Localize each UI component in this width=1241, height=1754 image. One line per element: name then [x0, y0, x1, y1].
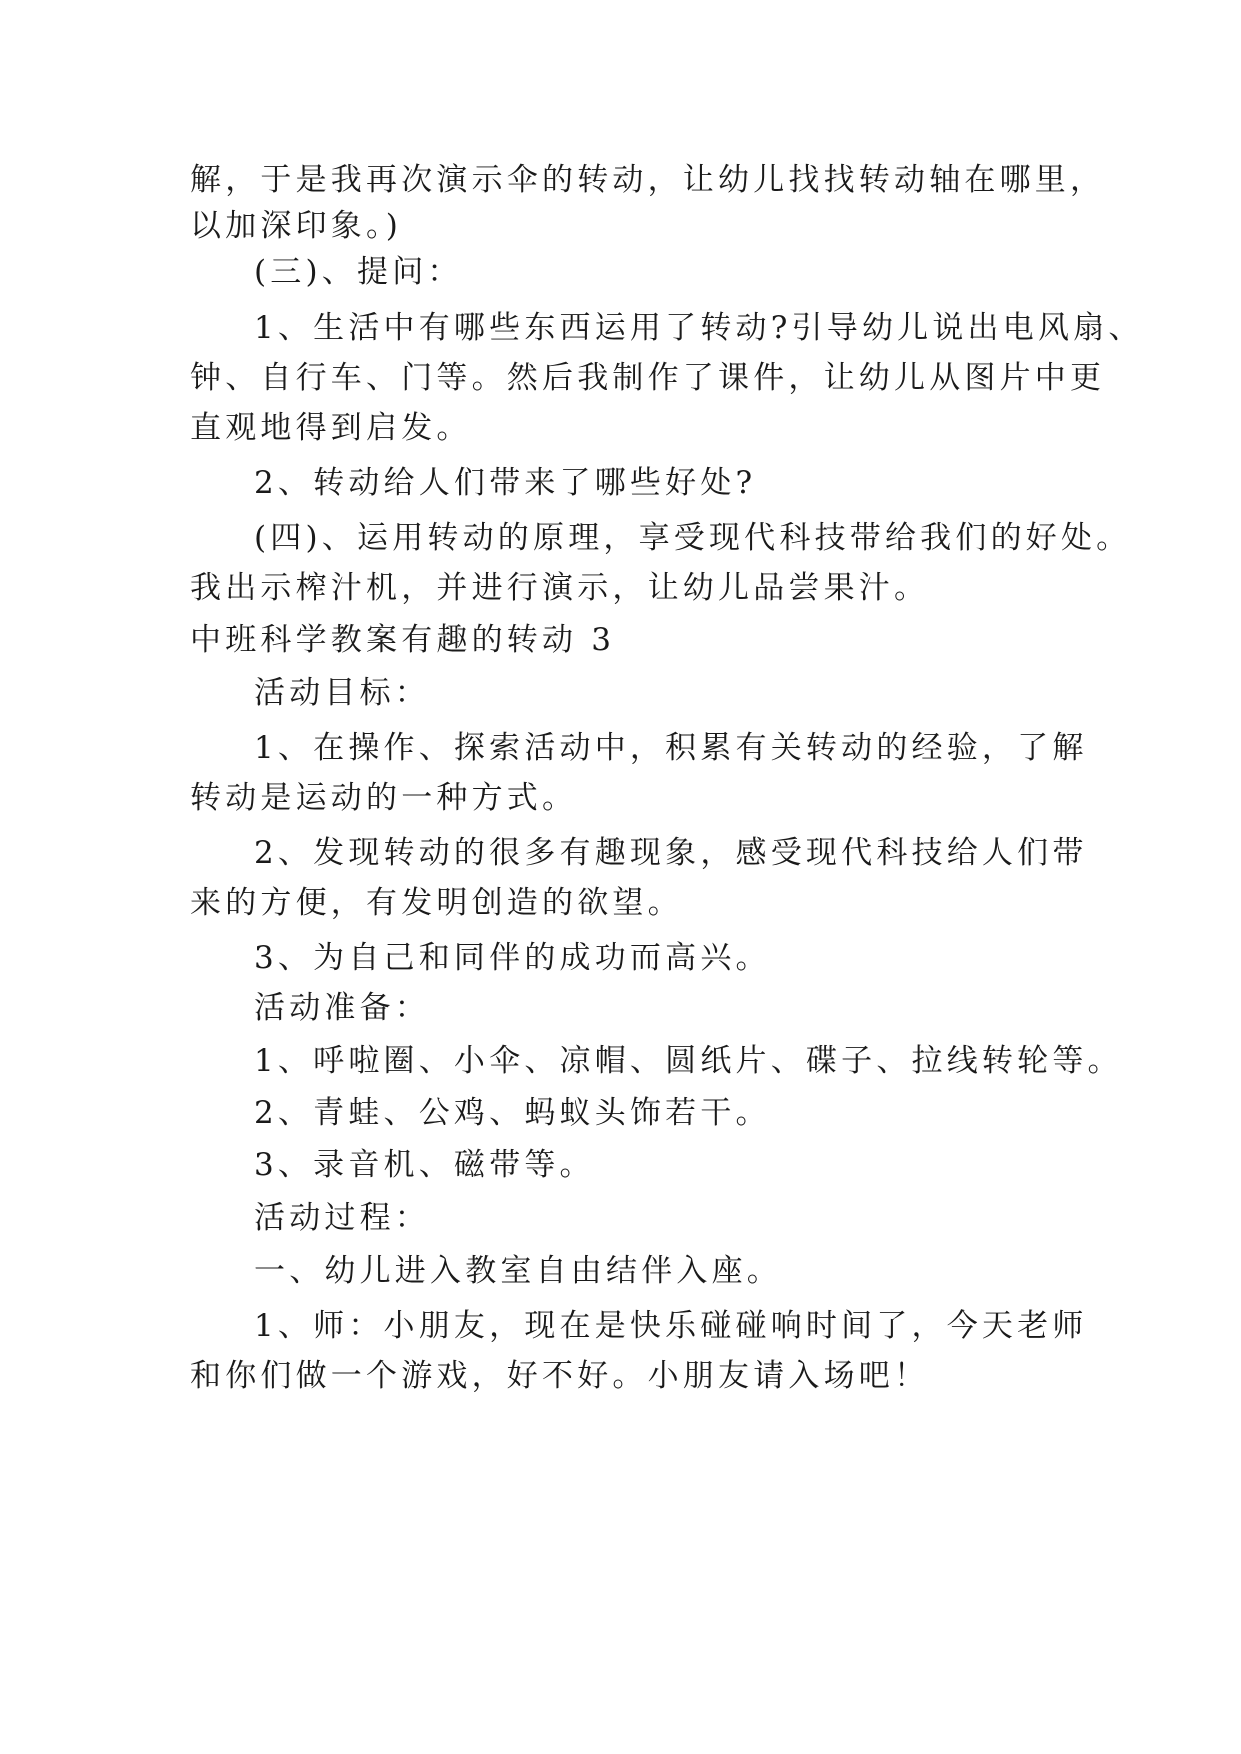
text-line: 3、录音机、磁带等。	[254, 1147, 595, 1183]
text-line: 1、在操作、探索活动中，积累有关转动的经验，了解	[254, 730, 1088, 766]
text-line: 一、幼儿进入教室自由结伴入座。	[254, 1253, 782, 1289]
text-line: 2、发现转动的很多有趣现象，感受现代科技给人们带	[254, 835, 1088, 871]
text-line: 和你们做一个游戏，好不好。小朋友请入场吧！	[190, 1358, 930, 1394]
text-line: 1、师：小朋友，现在是快乐碰碰响时间了，今天老师	[254, 1308, 1088, 1344]
text-line: 我出示榨汁机，并进行演示，让幼儿品尝果汁。	[190, 570, 930, 606]
section-heading: (三)、提问：	[254, 254, 463, 290]
text-line: 直观地得到启发。	[190, 410, 472, 446]
text-line: 钟、自行车、门等。然后我制作了课件，让幼儿从图片中更	[190, 360, 1106, 396]
text-line: 解，于是我再次演示伞的转动，让幼儿找找转动轴在哪里，	[190, 162, 1106, 198]
text-line: (四)、运用转动的原理，享受现代科技带给我们的好处。	[254, 520, 1132, 556]
section-heading: 活动过程：	[254, 1200, 430, 1236]
text-line: 3、为自己和同伴的成功而高兴。	[254, 940, 771, 976]
text-line: 2、转动给人们带来了哪些好处?	[254, 465, 757, 501]
text-line: 转动是运动的一种方式。	[190, 780, 578, 816]
text-line: 1、生活中有哪些东西运用了转动?引导幼儿说出电风扇、	[254, 310, 1144, 346]
document-title: 中班科学教案有趣的转动 3	[190, 622, 616, 658]
text-line: 来的方便，有发明创造的欲望。	[190, 885, 683, 921]
text-line: 2、青蛙、公鸡、蚂蚁头饰若干。	[254, 1095, 771, 1131]
text-line: 1、呼啦圈、小伞、凉帽、圆纸片、碟子、拉线转轮等。	[254, 1043, 1123, 1079]
section-heading: 活动目标：	[254, 675, 430, 711]
text-line: 以加深印象。)	[190, 208, 402, 244]
section-heading: 活动准备：	[254, 990, 430, 1026]
